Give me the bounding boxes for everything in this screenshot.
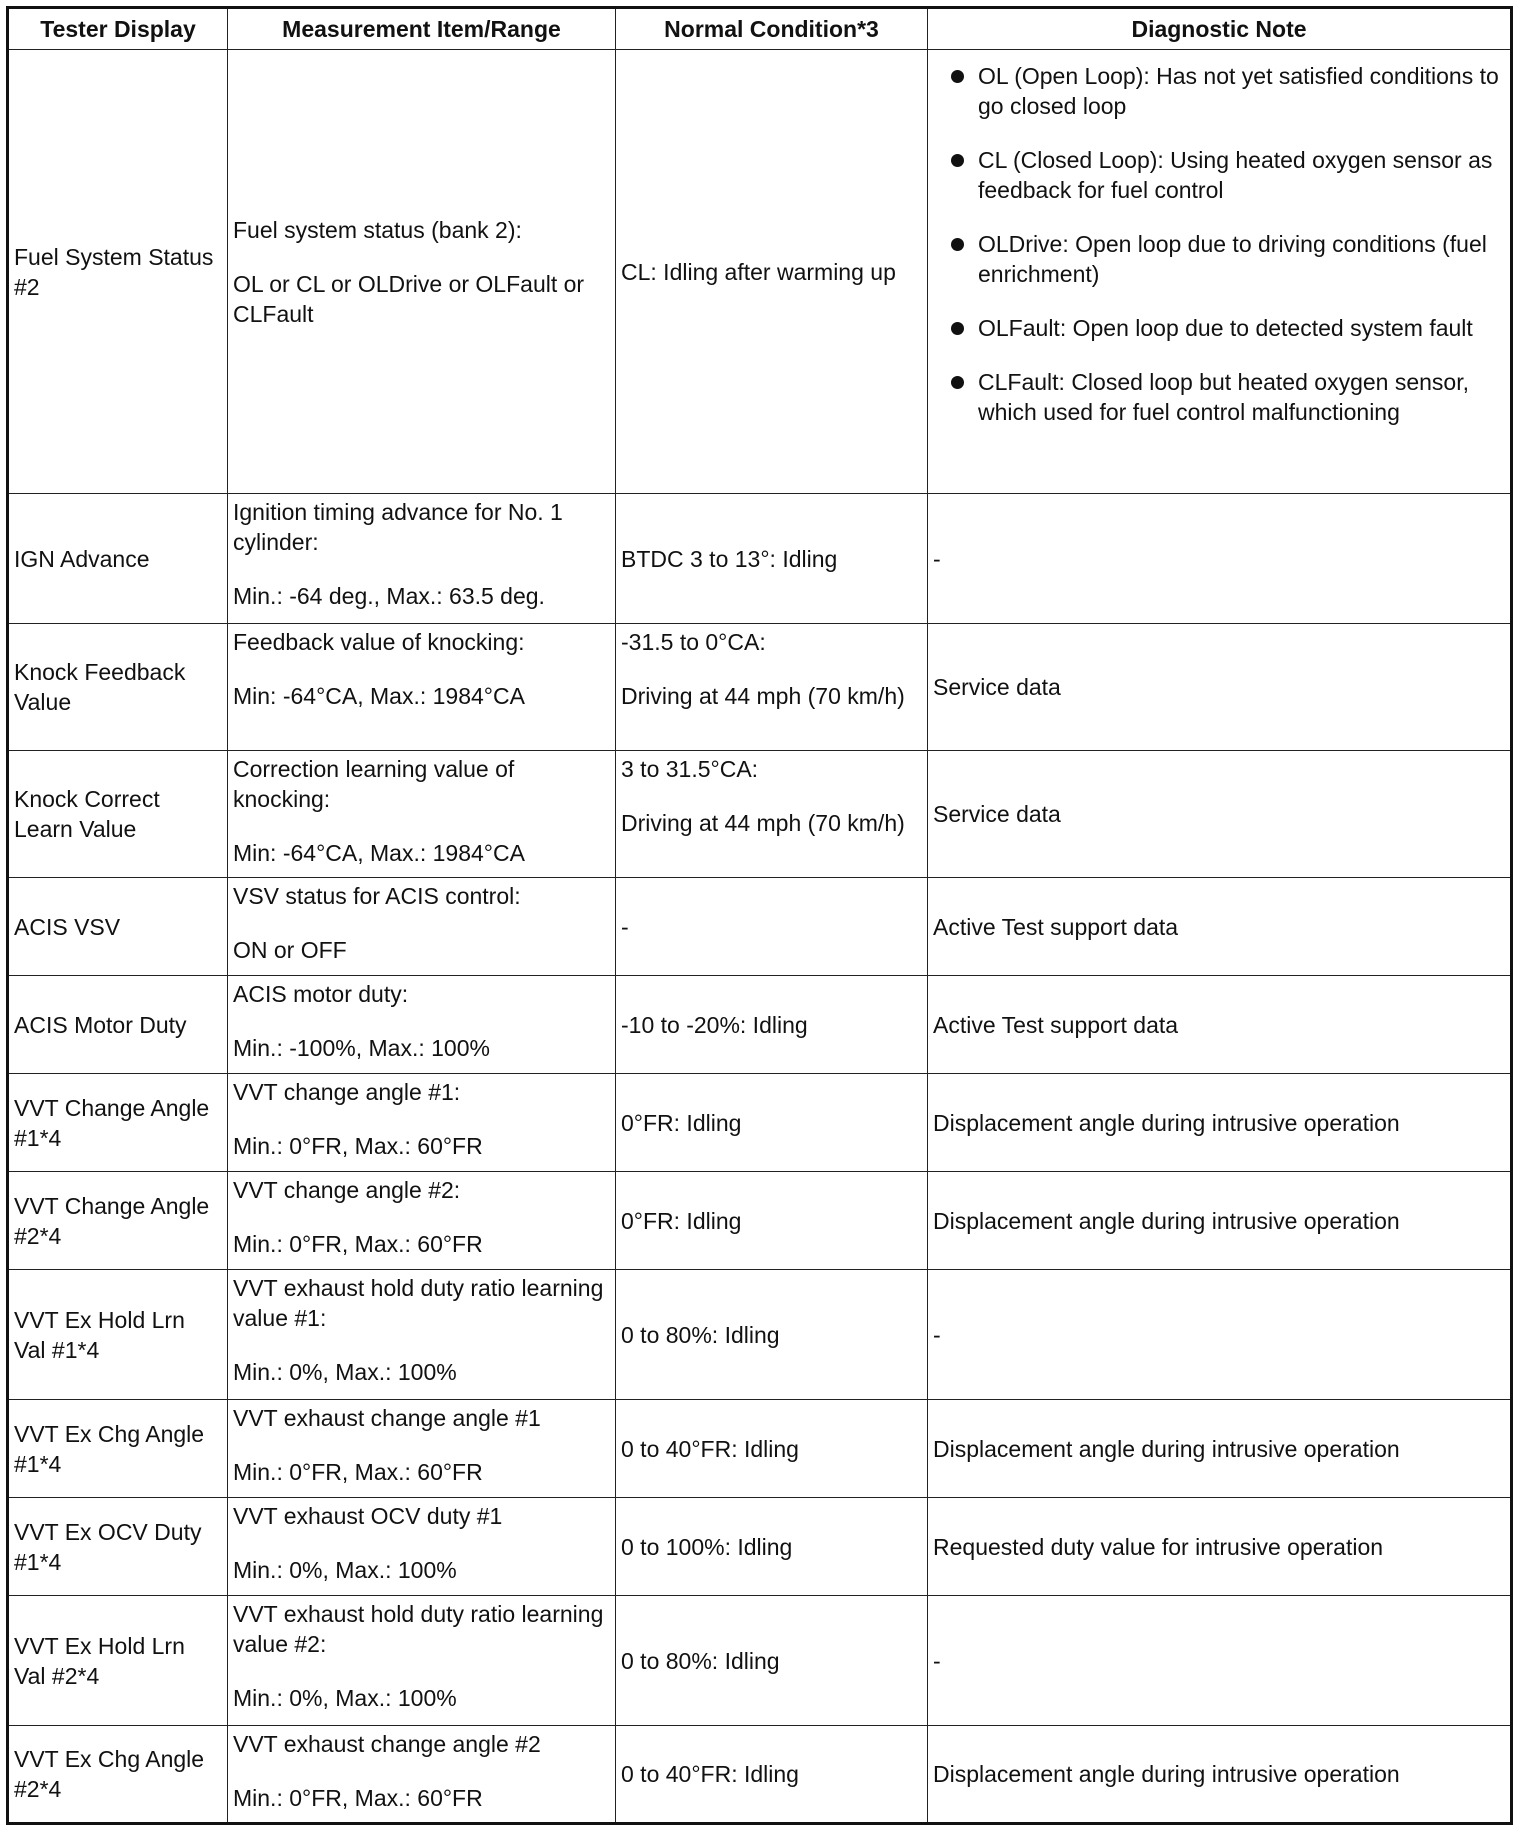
normal-condition-text: 0 to 100%: Idling: [621, 1533, 793, 1560]
paragraph-gap: [621, 657, 922, 681]
paragraph-gap: [233, 1759, 610, 1783]
tester-display-cell: IGN Advance: [8, 494, 228, 624]
normal-condition-text: 0°FR: Idling: [621, 1109, 742, 1136]
tester-display-cell: VVT Ex Chg Angle #1*4: [8, 1400, 228, 1498]
header-tester-display: Tester Display: [8, 8, 228, 50]
measurement-text: Min.: -64 deg., Max.: 63.5 deg.: [233, 583, 545, 609]
measurement-text: VVT exhaust change angle #1: [233, 1405, 541, 1431]
tester-display-cell: Knock Feedback Value: [8, 624, 228, 751]
header-measurement: Measurement Item/Range: [228, 8, 616, 50]
paragraph-gap: [621, 784, 922, 808]
measurement-text: Min.: 0°FR, Max.: 60°FR: [233, 1785, 483, 1811]
normal-condition-text: 3 to 31.5°CA:: [621, 756, 759, 782]
paragraph-gap: [233, 1531, 610, 1555]
paragraph-gap: [233, 1333, 610, 1357]
measurement-text: Min: -64°CA, Max.: 1984°CA: [233, 683, 525, 709]
measurement-cell: [228, 1074, 616, 1172]
measurement-text: ON or OFF: [233, 937, 347, 963]
normal-condition-cell: [616, 50, 928, 494]
measurement-text: Ignition timing advance for No. 1 cylinder:: [233, 499, 563, 555]
normal-condition-cell: [616, 1074, 928, 1172]
measurement-cell: [228, 1498, 616, 1596]
diagnostic-note-cell: Displacement angle during intrusive operation: [928, 1172, 1512, 1270]
measurement-cell: [228, 1400, 616, 1498]
measurement-text: VVT change angle #2:: [233, 1177, 461, 1203]
diagnostic-note-cell: Service data: [928, 624, 1512, 751]
table-row: [8, 1270, 1512, 1400]
diagnostic-note-cell: [928, 50, 1512, 494]
normal-condition-cell: [616, 624, 928, 751]
measurement-cell: [228, 1172, 616, 1270]
paragraph-gap: [233, 657, 610, 681]
paragraph-gap: [233, 1205, 610, 1229]
normal-condition-text: BTDC 3 to 13°: Idling: [621, 545, 838, 572]
normal-condition-text: -: [621, 913, 629, 940]
normal-condition-cell: [616, 976, 928, 1074]
tester-display-cell: VVT Ex OCV Duty #1*4: [8, 1498, 228, 1596]
table-row: [8, 494, 1512, 624]
table-row: [8, 1172, 1512, 1270]
diagnostic-note-list: [933, 61, 1505, 427]
measurement-text: Min.: 0°FR, Max.: 60°FR: [233, 1133, 483, 1159]
measurement-text: Min: -64°CA, Max.: 1984°CA: [233, 840, 525, 866]
header-row: [8, 8, 1512, 50]
diagnostic-note-cell: Displacement angle during intrusive operation: [928, 1726, 1512, 1824]
measurement-cell: [228, 1596, 616, 1726]
measurement-cell: [228, 50, 616, 494]
normal-condition-text: Driving at 44 mph (70 km/h): [621, 810, 905, 836]
normal-condition-text: 0 to 80%: Idling: [621, 1321, 780, 1348]
measurement-text: Feedback value of knocking:: [233, 629, 525, 655]
normal-condition-text: -31.5 to 0°CA:: [621, 629, 766, 655]
header-diagnostic-note: Diagnostic Note: [928, 8, 1512, 50]
table-row: [8, 1400, 1512, 1498]
measurement-text: VSV status for ACIS control:: [233, 883, 521, 909]
measurement-cell: [228, 976, 616, 1074]
paragraph-gap: [233, 814, 610, 838]
measurement-text: Min.: 0%, Max.: 100%: [233, 1359, 457, 1385]
measurement-text: VVT exhaust change angle #2: [233, 1731, 541, 1757]
list-item: CLFault: Closed loop but heated oxygen sensor, which used for fuel control malfunctioning: [933, 367, 1505, 427]
tester-display-cell: Knock Correct Learn Value: [8, 751, 228, 878]
measurement-text: Correction learning value of knocking:: [233, 756, 515, 812]
table-body: [8, 50, 1512, 1824]
measurement-text: Fuel system status (bank 2):: [233, 216, 522, 243]
normal-condition-text: -10 to -20%: Idling: [621, 1011, 808, 1038]
diagnostic-note-cell: -: [928, 494, 1512, 624]
tester-display-cell: VVT Ex Chg Angle #2*4: [8, 1726, 228, 1824]
measurement-text: VVT change angle #1:: [233, 1079, 461, 1105]
paragraph-gap: [233, 1107, 610, 1131]
table-row: [8, 1074, 1512, 1172]
normal-condition-cell: [616, 878, 928, 976]
table-row: [8, 1498, 1512, 1596]
table-row: [8, 50, 1512, 494]
measurement-text: OL or CL or OLDrive or OLFault or CLFault: [233, 270, 585, 327]
paragraph-gap: [233, 245, 610, 269]
measurement-text: VVT exhaust OCV duty #1: [233, 1503, 503, 1529]
diagnostic-note-cell: -: [928, 1596, 1512, 1726]
normal-condition-cell: [616, 1726, 928, 1824]
paragraph-gap: [233, 911, 610, 935]
diagnostic-note-cell: Service data: [928, 751, 1512, 878]
tester-display-cell: ACIS VSV: [8, 878, 228, 976]
normal-condition-text: 0°FR: Idling: [621, 1207, 742, 1234]
normal-condition-text: 0 to 40°FR: Idling: [621, 1761, 799, 1787]
measurement-text: Min.: 0°FR, Max.: 60°FR: [233, 1459, 483, 1485]
paragraph-gap: [233, 557, 610, 581]
tester-display-cell: VVT Change Angle #2*4: [8, 1172, 228, 1270]
measurement-cell: [228, 624, 616, 751]
table-row: [8, 976, 1512, 1074]
diagnostic-note-cell: Displacement angle during intrusive operation: [928, 1074, 1512, 1172]
tester-display-cell: VVT Ex Hold Lrn Val #2*4: [8, 1596, 228, 1726]
table-row: [8, 624, 1512, 751]
diagnostic-note-cell: Active Test support data: [928, 878, 1512, 976]
list-item: OLDrive: Open loop due to driving conditions (fuel enrichment): [933, 229, 1505, 289]
measurement-text: Min.: 0°FR, Max.: 60°FR: [233, 1231, 483, 1257]
measurement-text: VVT exhaust hold duty ratio learning value #2:: [233, 1601, 604, 1657]
normal-condition-cell: [616, 494, 928, 624]
data-list-table: [6, 6, 1513, 1825]
normal-condition-text: 0 to 40°FR: Idling: [621, 1435, 799, 1462]
table-row: [8, 1726, 1512, 1824]
tester-display-cell: VVT Change Angle #1*4: [8, 1074, 228, 1172]
paragraph-gap: [233, 1659, 610, 1683]
normal-condition-text: 0 to 80%: Idling: [621, 1647, 780, 1674]
list-item: OLFault: Open loop due to detected system fault: [933, 313, 1505, 343]
normal-condition-cell: [616, 1596, 928, 1726]
list-item: CL (Closed Loop): Using heated oxygen sensor as feedback for fuel control: [933, 145, 1505, 205]
normal-condition-text: Driving at 44 mph (70 km/h): [621, 683, 905, 709]
paragraph-gap: [233, 1009, 610, 1033]
measurement-cell: [228, 494, 616, 624]
normal-condition-cell: [616, 1498, 928, 1596]
normal-condition-cell: [616, 1172, 928, 1270]
tester-display-cell: ACIS Motor Duty: [8, 976, 228, 1074]
table-row: [8, 751, 1512, 878]
measurement-text: ACIS motor duty:: [233, 981, 409, 1007]
data-list-table-container: [6, 6, 1510, 1825]
measurement-cell: [228, 751, 616, 878]
list-item: OL (Open Loop): Has not yet satisfied conditions to go closed loop: [933, 61, 1505, 121]
normal-condition-cell: [616, 751, 928, 878]
measurement-text: Min.: 0%, Max.: 100%: [233, 1685, 457, 1711]
normal-condition-cell: [616, 1400, 928, 1498]
measurement-text: Min.: -100%, Max.: 100%: [233, 1035, 490, 1061]
header-normal-condition: Normal Condition*3: [616, 8, 928, 50]
measurement-text: VVT exhaust hold duty ratio learning value #1:: [233, 1275, 604, 1331]
paragraph-gap: [233, 1433, 610, 1457]
tester-display-cell: Fuel System Status #2: [8, 50, 228, 494]
measurement-text: Min.: 0%, Max.: 100%: [233, 1557, 457, 1583]
table-row: [8, 878, 1512, 976]
measurement-cell: [228, 1726, 616, 1824]
table-row: [8, 1596, 1512, 1726]
diagnostic-note-cell: Displacement angle during intrusive operation: [928, 1400, 1512, 1498]
tester-display-cell: VVT Ex Hold Lrn Val #1*4: [8, 1270, 228, 1400]
normal-condition-cell: [616, 1270, 928, 1400]
measurement-cell: [228, 1270, 616, 1400]
diagnostic-note-cell: Requested duty value for intrusive operation: [928, 1498, 1512, 1596]
measurement-cell: [228, 878, 616, 976]
diagnostic-note-cell: Active Test support data: [928, 976, 1512, 1074]
diagnostic-note-cell: -: [928, 1270, 1512, 1400]
normal-condition-text: CL: Idling after warming up: [621, 258, 896, 285]
